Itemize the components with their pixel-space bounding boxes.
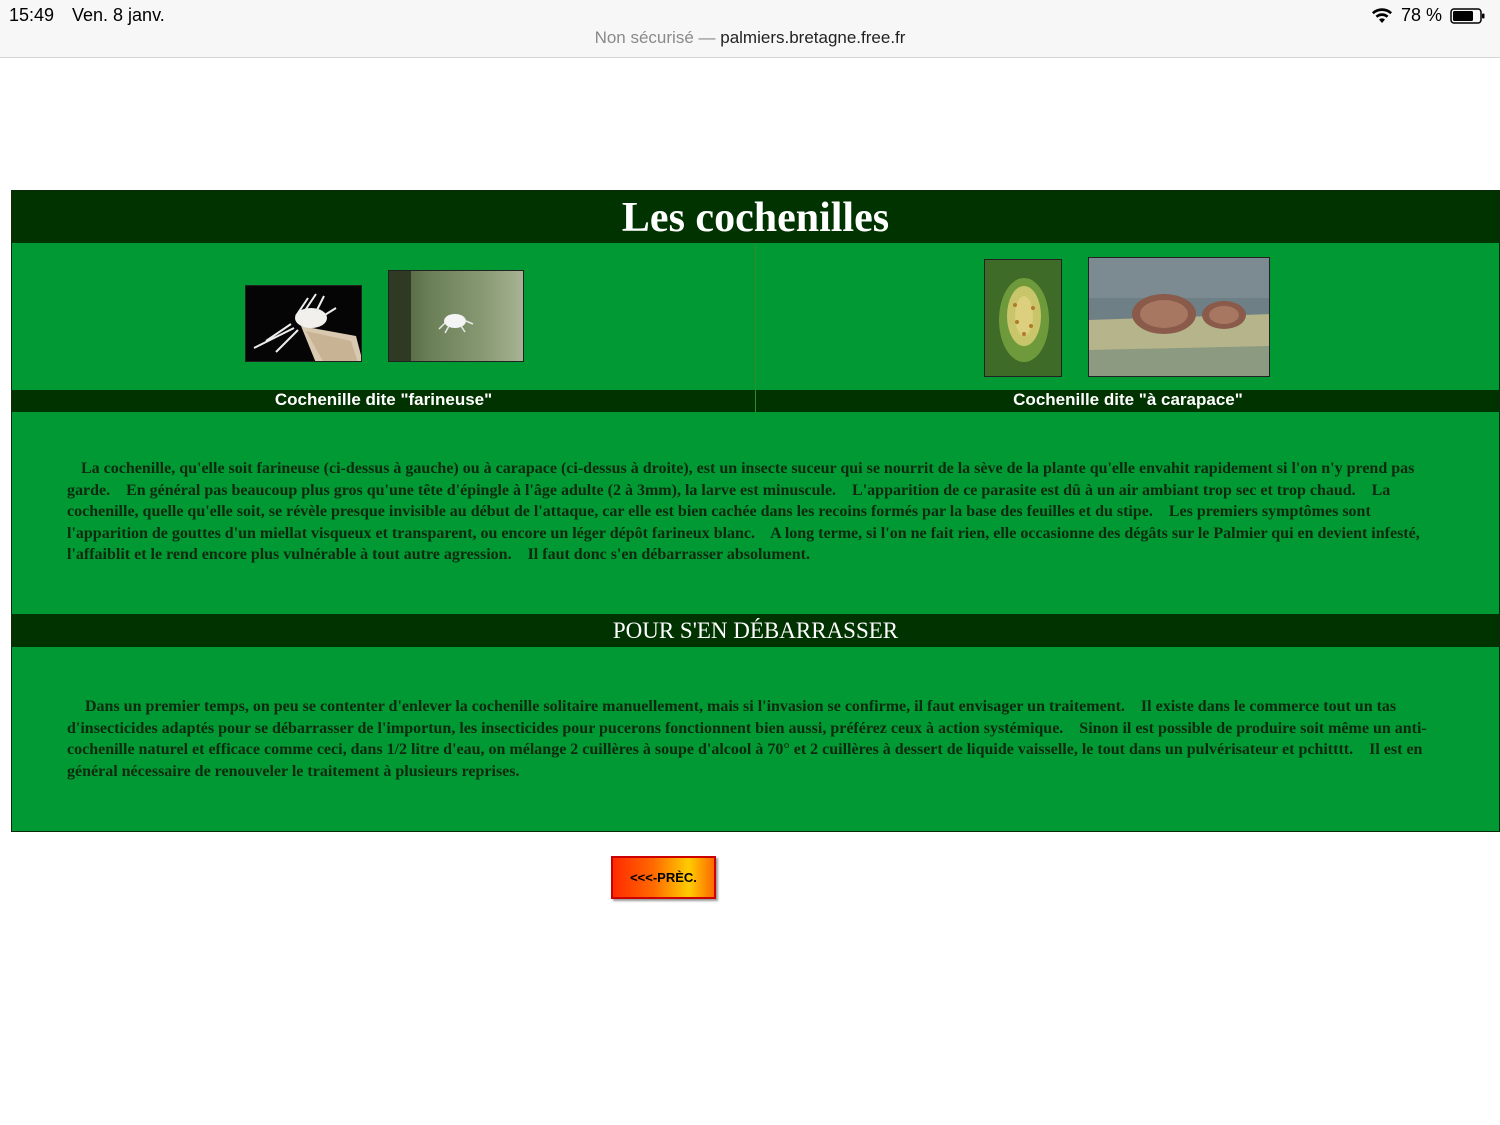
photo-col-left — [12, 243, 756, 389]
wifi-icon — [1371, 7, 1393, 25]
page-title: Les cochenilles — [12, 191, 1499, 243]
treatment-paragraph: Dans un premier temps, on peu se contenter d'enlever la cochenille solitaire manuellement, mais si l'invasion se confirme, il faut envisager un traitement. Il existe dans le commerce tout un tas d'insecticides adaptés pour se débarrasser de l'importun, les insecticides pour pucerons fonctionnent bien aussi, préférez ceux à action systémique. Sinon il est possible de produire soit même un anti-cochenille naturel et efficace comme ceci, dans 1/2 litre d'eau, on mélange 2 cuillères à soupe d'alcool à 70° et 2 cuillères à dessert de liquide vaisselle, le tout dans un pulvérisateur et pchitttt. Il est en général nécessaire de renouveler le traitement à plusieurs reprises. — [67, 698, 1427, 780]
url-bar[interactable] — [0, 28, 1500, 48]
status-time: 15:49 — [9, 5, 55, 25]
section-title: POUR S'EN DÉBARRASSER — [12, 614, 1499, 647]
caption-bar — [12, 390, 1499, 412]
status-date: Ven. 8 janv. — [72, 5, 165, 25]
security-label: Non sécurisé — — [594, 28, 716, 47]
url-host: palmiers.bretagne.free.fr — [720, 28, 906, 47]
scale-insect-photo-2 — [1088, 257, 1270, 377]
scale-insect-photo-1 — [984, 259, 1062, 377]
caption-scale: Cochenille dite "à carapace" — [1013, 390, 1243, 409]
status-bar — [0, 0, 1500, 58]
battery-icon — [1450, 7, 1486, 25]
prev-button[interactable]: <<<-PRÈC. — [611, 856, 716, 899]
photo-col-right — [756, 243, 1500, 389]
content-table — [11, 190, 1500, 832]
caption-mealybug: Cochenille dite "farineuse" — [12, 390, 756, 412]
intro-paragraph: La cochenille, qu'elle soit farineuse (ci-dessus à gauche) ou à carapace (ci-dessus à droite), est un insecte suceur qui se nourrit de la sève de la plante qu'elle envahit rapidement si l'on n'y prend pas garde. En général pas beaucoup plus gros qu'une tête d'épingle à l'âge adulte (2 à 3mm), la larve est minuscule. L'apparition de ce parasite est dû à un air ambiant trop sec et trop chaud. La cochenille, quelle qu'elle soit, se révèle presque invisible au début de l'attaque, car elle est bien cachée dans les recoins formés par la base des feuilles et du stipe. Les premiers symptômes sont l'apparition de gouttes d'un miellat visqueux et transparent, ou encore un léger dépôt farineux blanc. A long terme, si l'on ne fait rien, elle occasionne des dégâts sur le Palmier qui en devient infesté, l'affaiblit et le rend encore plus vulnérable à tout autre agression. Il faut donc s'en débarrasser absolument. — [67, 460, 1424, 564]
battery-percent: 78 % — [1400, 5, 1442, 25]
mealybug-photo-2 — [388, 270, 524, 362]
photos-row — [12, 243, 1499, 389]
status-right — [1371, 5, 1486, 26]
mealybug-photo-1 — [245, 285, 362, 362]
